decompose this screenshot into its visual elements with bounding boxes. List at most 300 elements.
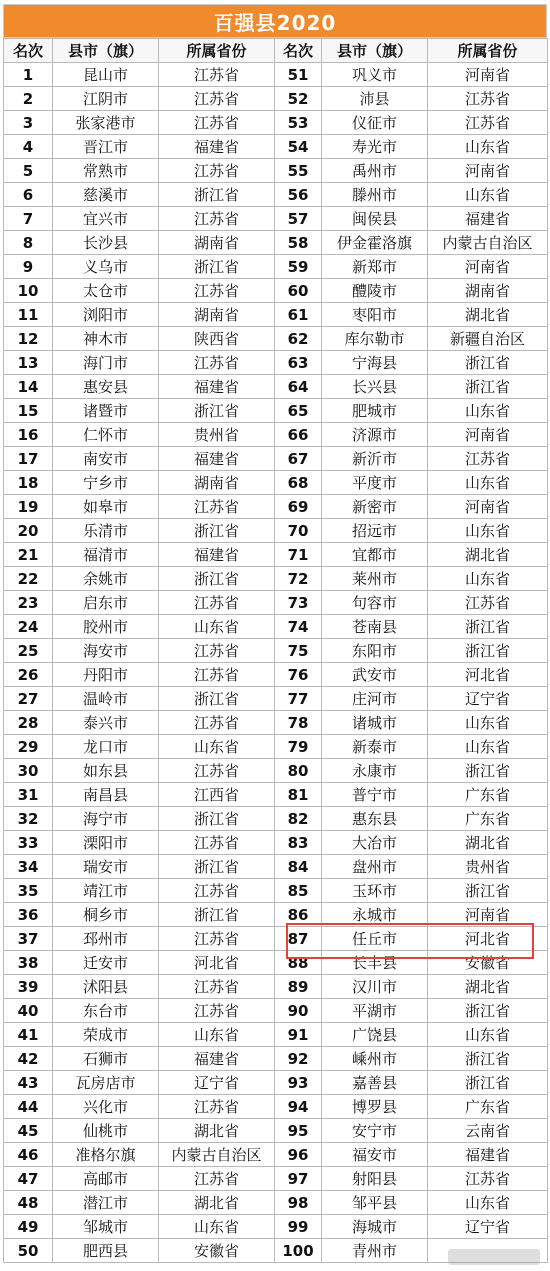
cell-province-right: 山东省 [428,519,548,543]
cell-rank-right: 94 [275,1095,322,1119]
cell-county-left: 浏阳市 [53,303,159,327]
cell-province-left: 浙江省 [159,519,275,543]
cell-rank-right: 98 [275,1191,322,1215]
table-row [4,1143,548,1167]
cell-rank-left: 30 [4,759,53,783]
cell-county-left: 乐清市 [53,519,159,543]
cell-province-right: 浙江省 [428,615,548,639]
cell-county-right: 招远市 [322,519,428,543]
cell-rank-left: 10 [4,279,53,303]
cell-province-right: 云南省 [428,1119,548,1143]
cell-rank-left: 34 [4,855,53,879]
ranking-table [3,38,548,1263]
cell-province-left: 浙江省 [159,903,275,927]
cell-county-left: 兴化市 [53,1095,159,1119]
table-row [4,87,548,111]
cell-province-left: 江苏省 [159,711,275,735]
cell-province-left: 江苏省 [159,975,275,999]
header-row [4,39,548,63]
cell-county-left: 准格尔旗 [53,1143,159,1167]
cell-county-right: 射阳县 [322,1167,428,1191]
table-row [4,519,548,543]
cell-rank-right: 58 [275,231,322,255]
cell-rank-right: 59 [275,255,322,279]
cell-county-right: 任丘市 [322,927,428,951]
table-row [4,999,548,1023]
cell-county-right: 海城市 [322,1215,428,1239]
cell-county-left: 江阴市 [53,87,159,111]
cell-rank-right: 91 [275,1023,322,1047]
cell-rank-right: 52 [275,87,322,111]
table-row [4,303,548,327]
cell-rank-right: 90 [275,999,322,1023]
cell-rank-left: 19 [4,495,53,519]
cell-province-right: 江苏省 [428,591,548,615]
cell-province-left: 江苏省 [159,759,275,783]
cell-county-left: 沭阳县 [53,975,159,999]
cell-province-right: 福建省 [428,207,548,231]
cell-province-right: 浙江省 [428,999,548,1023]
cell-province-left: 河北省 [159,951,275,975]
cell-rank-right: 83 [275,831,322,855]
cell-county-left: 长沙县 [53,231,159,255]
cell-province-right: 山东省 [428,711,548,735]
cell-rank-left: 4 [4,135,53,159]
cell-province-left: 浙江省 [159,855,275,879]
table-row [4,423,548,447]
cell-county-left: 丹阳市 [53,663,159,687]
cell-province-right: 山东省 [428,135,548,159]
cell-county-right: 永城市 [322,903,428,927]
cell-rank-right: 70 [275,519,322,543]
cell-province-right: 广东省 [428,1095,548,1119]
table-row [4,591,548,615]
cell-province-right: 山东省 [428,183,548,207]
cell-county-left: 神木市 [53,327,159,351]
cell-rank-right: 82 [275,807,322,831]
table-row [4,1095,548,1119]
cell-province-right: 江苏省 [428,1167,548,1191]
table-row [4,183,548,207]
cell-county-left: 靖江市 [53,879,159,903]
cell-province-right: 浙江省 [428,375,548,399]
cell-rank-left: 25 [4,639,53,663]
cell-county-left: 启东市 [53,591,159,615]
cell-province-right: 贵州省 [428,855,548,879]
cell-county-left: 海安市 [53,639,159,663]
cell-province-right: 河南省 [428,63,548,87]
cell-county-right: 新泰市 [322,735,428,759]
table-row [4,1047,548,1071]
cell-province-right: 福建省 [428,1143,548,1167]
cell-county-right: 永康市 [322,759,428,783]
cell-county-right: 广饶县 [322,1023,428,1047]
cell-province-left: 福建省 [159,543,275,567]
cell-county-right: 诸城市 [322,711,428,735]
cell-rank-left: 33 [4,831,53,855]
cell-county-left: 邳州市 [53,927,159,951]
cell-province-left: 浙江省 [159,687,275,711]
cell-rank-left: 41 [4,1023,53,1047]
cell-rank-left: 17 [4,447,53,471]
cell-province-left: 山东省 [159,735,275,759]
cell-county-left: 泰兴市 [53,711,159,735]
cell-rank-left: 13 [4,351,53,375]
cell-rank-right: 57 [275,207,322,231]
cell-rank-right: 68 [275,471,322,495]
table-row [4,447,548,471]
cell-county-right: 庄河市 [322,687,428,711]
cell-rank-right: 100 [275,1239,322,1263]
cell-county-left: 诸暨市 [53,399,159,423]
cell-province-left: 安徽省 [159,1239,275,1263]
cell-rank-right: 76 [275,663,322,687]
cell-province-right: 湖北省 [428,543,548,567]
cell-province-left: 浙江省 [159,567,275,591]
table-row [4,807,548,831]
cell-county-left: 常熟市 [53,159,159,183]
cell-county-left: 高邮市 [53,1167,159,1191]
cell-county-left: 如东县 [53,759,159,783]
cell-rank-right: 87 [275,927,322,951]
cell-province-right: 河南省 [428,423,548,447]
cell-province-right: 江苏省 [428,87,548,111]
cell-rank-right: 53 [275,111,322,135]
cell-province-left: 江苏省 [159,207,275,231]
cell-county-left: 仁怀市 [53,423,159,447]
cell-county-left: 桐乡市 [53,903,159,927]
cell-county-right: 仪征市 [322,111,428,135]
cell-rank-left: 27 [4,687,53,711]
table-row [4,783,548,807]
cell-rank-left: 32 [4,807,53,831]
cell-rank-right: 55 [275,159,322,183]
cell-province-left: 江苏省 [159,159,275,183]
cell-province-left: 浙江省 [159,807,275,831]
cell-county-right: 库尔勒市 [322,327,428,351]
cell-rank-right: 81 [275,783,322,807]
cell-province-left: 浙江省 [159,183,275,207]
cell-province-left: 江苏省 [159,591,275,615]
cell-rank-right: 78 [275,711,322,735]
cell-rank-left: 49 [4,1215,53,1239]
cell-province-left: 江苏省 [159,927,275,951]
cell-province-left: 湖南省 [159,471,275,495]
cell-rank-right: 86 [275,903,322,927]
cell-province-left: 内蒙古自治区 [159,1143,275,1167]
cell-rank-right: 56 [275,183,322,207]
cell-province-left: 江苏省 [159,1167,275,1191]
cell-county-right: 句容市 [322,591,428,615]
cell-rank-right: 65 [275,399,322,423]
watermark-badge [448,1249,540,1265]
cell-rank-right: 85 [275,879,322,903]
cell-rank-left: 29 [4,735,53,759]
cell-rank-left: 45 [4,1119,53,1143]
cell-rank-right: 75 [275,639,322,663]
cell-province-left: 江苏省 [159,279,275,303]
cell-county-right: 盘州市 [322,855,428,879]
table-row [4,711,548,735]
cell-province-left: 福建省 [159,135,275,159]
cell-province-right: 浙江省 [428,759,548,783]
cell-county-left: 荣成市 [53,1023,159,1047]
ranking-sheet [3,4,547,1263]
cell-province-left: 山东省 [159,1023,275,1047]
cell-province-right: 湖南省 [428,279,548,303]
table-row [4,879,548,903]
cell-rank-right: 60 [275,279,322,303]
cell-rank-left: 16 [4,423,53,447]
cell-rank-left: 36 [4,903,53,927]
cell-rank-right: 77 [275,687,322,711]
table-row [4,855,548,879]
cell-rank-left: 28 [4,711,53,735]
cell-province-right: 江苏省 [428,447,548,471]
cell-county-left: 迁安市 [53,951,159,975]
cell-county-left: 东台市 [53,999,159,1023]
cell-province-left: 江苏省 [159,351,275,375]
cell-province-left: 湖北省 [159,1119,275,1143]
cell-rank-left: 6 [4,183,53,207]
cell-rank-right: 93 [275,1071,322,1095]
cell-province-left: 福建省 [159,447,275,471]
cell-county-right: 枣阳市 [322,303,428,327]
cell-rank-right: 54 [275,135,322,159]
cell-province-right: 河南省 [428,159,548,183]
cell-county-left: 海门市 [53,351,159,375]
cell-province-left: 山东省 [159,615,275,639]
table-row [4,63,548,87]
cell-rank-left: 44 [4,1095,53,1119]
cell-county-left: 福清市 [53,543,159,567]
table-row [4,231,548,255]
cell-rank-right: 80 [275,759,322,783]
cell-province-right: 辽宁省 [428,687,548,711]
cell-county-right: 福安市 [322,1143,428,1167]
table-row [4,159,548,183]
cell-rank-right: 66 [275,423,322,447]
cell-province-left: 江苏省 [159,87,275,111]
cell-province-left: 江苏省 [159,831,275,855]
cell-rank-right: 74 [275,615,322,639]
cell-rank-right: 63 [275,351,322,375]
cell-county-left: 石狮市 [53,1047,159,1071]
cell-county-right: 肥城市 [322,399,428,423]
cell-rank-left: 1 [4,63,53,87]
cell-province-right: 山东省 [428,471,548,495]
cell-rank-left: 8 [4,231,53,255]
cell-county-left: 南昌县 [53,783,159,807]
table-row [4,615,548,639]
cell-province-right: 山东省 [428,735,548,759]
cell-county-right: 平湖市 [322,999,428,1023]
cell-province-left: 湖南省 [159,303,275,327]
table-row [4,471,548,495]
table-row [4,975,548,999]
cell-county-right: 新沂市 [322,447,428,471]
header-rank-left: 名次 [4,39,53,63]
cell-county-right: 醴陵市 [322,279,428,303]
cell-county-right: 普宁市 [322,783,428,807]
cell-county-right: 禹州市 [322,159,428,183]
table-row [4,927,548,951]
cell-province-right: 河北省 [428,927,548,951]
cell-province-right: 湖北省 [428,303,548,327]
cell-province-right: 内蒙古自治区 [428,231,548,255]
cell-province-left: 福建省 [159,375,275,399]
table-row [4,567,548,591]
cell-province-right: 山东省 [428,567,548,591]
table-row [4,399,548,423]
cell-province-left: 江苏省 [159,999,275,1023]
cell-county-right: 嘉善县 [322,1071,428,1095]
cell-county-left: 义乌市 [53,255,159,279]
table-row [4,1119,548,1143]
cell-county-left: 龙口市 [53,735,159,759]
table-row [4,375,548,399]
table-row [4,951,548,975]
cell-county-left: 宜兴市 [53,207,159,231]
cell-county-right: 东阳市 [322,639,428,663]
table-row [4,351,548,375]
cell-province-left: 浙江省 [159,255,275,279]
cell-province-left: 江苏省 [159,663,275,687]
cell-rank-right: 89 [275,975,322,999]
cell-rank-left: 39 [4,975,53,999]
cell-rank-right: 72 [275,567,322,591]
cell-rank-left: 38 [4,951,53,975]
table-row [4,495,548,519]
cell-rank-right: 79 [275,735,322,759]
table-row [4,1215,548,1239]
cell-province-left: 江苏省 [159,1095,275,1119]
cell-rank-left: 23 [4,591,53,615]
cell-province-right: 浙江省 [428,1071,548,1095]
cell-rank-right: 51 [275,63,322,87]
header-province-left: 所属省份 [159,39,275,63]
table-row [4,1191,548,1215]
cell-county-left: 仙桃市 [53,1119,159,1143]
cell-province-left: 江苏省 [159,879,275,903]
cell-rank-right: 92 [275,1047,322,1071]
cell-rank-left: 46 [4,1143,53,1167]
cell-rank-left: 18 [4,471,53,495]
cell-rank-left: 50 [4,1239,53,1263]
cell-province-right: 山东省 [428,1191,548,1215]
cell-province-right: 浙江省 [428,1047,548,1071]
cell-province-right: 江苏省 [428,111,548,135]
cell-rank-left: 12 [4,327,53,351]
table-row [4,327,548,351]
cell-county-left: 如皋市 [53,495,159,519]
cell-county-left: 慈溪市 [53,183,159,207]
cell-rank-left: 21 [4,543,53,567]
cell-county-left: 温岭市 [53,687,159,711]
cell-province-right: 广东省 [428,783,548,807]
cell-rank-right: 99 [275,1215,322,1239]
cell-county-right: 新郑市 [322,255,428,279]
table-row [4,111,548,135]
cell-rank-left: 31 [4,783,53,807]
cell-county-left: 惠安县 [53,375,159,399]
cell-province-left: 江苏省 [159,639,275,663]
cell-county-left: 海宁市 [53,807,159,831]
cell-rank-left: 35 [4,879,53,903]
table-row [4,735,548,759]
cell-county-right: 玉环市 [322,879,428,903]
cell-province-right: 河南省 [428,495,548,519]
cell-province-right: 浙江省 [428,639,548,663]
cell-county-right: 博罗县 [322,1095,428,1119]
cell-county-right: 邹平县 [322,1191,428,1215]
cell-province-right: 浙江省 [428,351,548,375]
cell-county-right: 武安市 [322,663,428,687]
cell-county-right: 嵊州市 [322,1047,428,1071]
cell-rank-left: 22 [4,567,53,591]
cell-rank-left: 7 [4,207,53,231]
cell-rank-left: 43 [4,1071,53,1095]
cell-rank-right: 69 [275,495,322,519]
cell-county-left: 南安市 [53,447,159,471]
cell-county-right: 大冶市 [322,831,428,855]
cell-county-right: 汉川市 [322,975,428,999]
cell-rank-right: 62 [275,327,322,351]
cell-province-right: 山东省 [428,1023,548,1047]
cell-province-left: 江苏省 [159,63,275,87]
cell-county-right: 苍南县 [322,615,428,639]
table-row [4,255,548,279]
cell-province-left: 江苏省 [159,111,275,135]
cell-rank-left: 14 [4,375,53,399]
cell-county-left: 瓦房店市 [53,1071,159,1095]
header-province-right: 所属省份 [428,39,548,63]
cell-county-right: 青州市 [322,1239,428,1263]
cell-province-right: 山东省 [428,399,548,423]
table-row [4,1023,548,1047]
cell-county-left: 昆山市 [53,63,159,87]
cell-province-left: 辽宁省 [159,1071,275,1095]
cell-province-left: 陕西省 [159,327,275,351]
cell-rank-left: 37 [4,927,53,951]
cell-county-right: 沛县 [322,87,428,111]
cell-rank-right: 88 [275,951,322,975]
cell-county-right: 滕州市 [322,183,428,207]
sheet-title: 百强县2020 [3,4,547,38]
cell-rank-left: 9 [4,255,53,279]
cell-county-right: 长丰县 [322,951,428,975]
cell-county-right: 济源市 [322,423,428,447]
table-row [4,207,548,231]
table-row [4,1071,548,1095]
table-row [4,831,548,855]
cell-province-right: 河南省 [428,903,548,927]
cell-county-left: 张家港市 [53,111,159,135]
cell-rank-right: 95 [275,1119,322,1143]
cell-rank-right: 84 [275,855,322,879]
cell-province-left: 江苏省 [159,495,275,519]
cell-county-left: 太仓市 [53,279,159,303]
cell-province-left: 湖北省 [159,1191,275,1215]
cell-rank-left: 24 [4,615,53,639]
cell-rank-right: 61 [275,303,322,327]
cell-province-right: 广东省 [428,807,548,831]
cell-rank-left: 3 [4,111,53,135]
cell-province-left: 福建省 [159,1047,275,1071]
cell-rank-left: 2 [4,87,53,111]
cell-county-right: 寿光市 [322,135,428,159]
cell-province-right: 浙江省 [428,879,548,903]
